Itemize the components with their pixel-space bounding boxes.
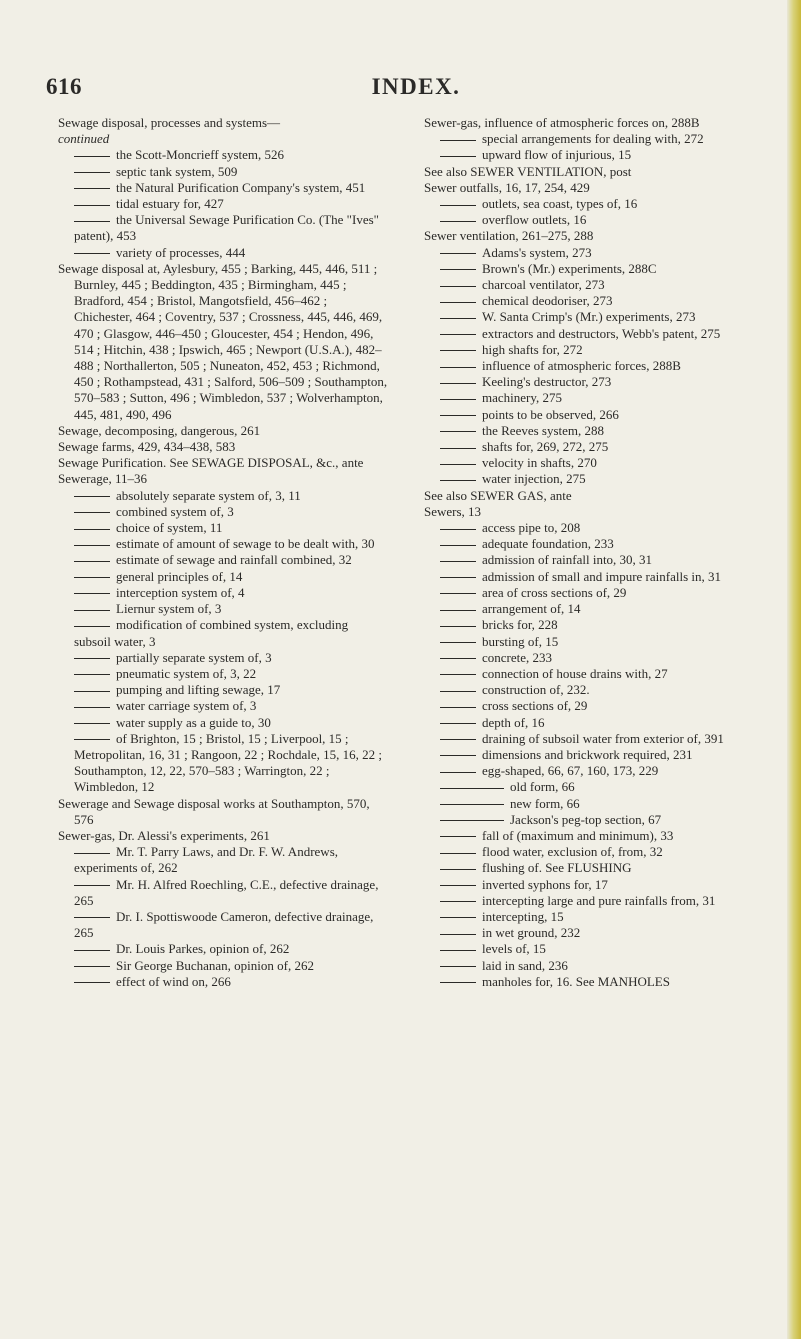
em-dash-rule [440, 140, 476, 141]
index-subentry [424, 326, 764, 342]
em-dash-rule [440, 853, 476, 854]
page-edge [787, 0, 801, 1339]
index-subentry [424, 666, 764, 682]
entry-text: Sewage Purification. See SEWAGE DISPOSAL, &c., ante [58, 455, 364, 471]
em-dash-rule [74, 561, 110, 562]
index-entry [58, 455, 388, 471]
em-dash-rule [440, 610, 476, 611]
index-entry [58, 796, 388, 828]
em-dash-rule [440, 480, 476, 481]
index-subentry [424, 828, 764, 844]
entry-text: depth of, 16 [482, 714, 545, 730]
index-subentry [58, 585, 388, 601]
double-dash-rule [440, 788, 504, 789]
index-subentry [58, 731, 388, 796]
index-subentry [58, 974, 388, 990]
em-dash-rule [440, 577, 476, 578]
index-subentry [58, 212, 388, 244]
entry-text: intercepting, 15 [482, 908, 564, 924]
entry-text: new form, 66 [510, 795, 580, 811]
em-dash-rule [440, 545, 476, 546]
index-subentry [424, 860, 764, 876]
entry-text: charcoal ventilator, 273 [482, 277, 605, 293]
index-subentry [58, 958, 388, 974]
entry-text: Sewer-gas, Dr. Alessi's experiments, 261 [58, 827, 270, 843]
entry-text: interception system of, 4 [116, 584, 245, 600]
em-dash-rule [440, 869, 476, 870]
em-dash-rule [440, 982, 476, 983]
index-subentry [58, 844, 388, 876]
entry-text: Jackson's peg-top section, 67 [510, 811, 662, 827]
index-subentry [58, 877, 388, 909]
entry-text: Dr. Louis Parkes, opinion of, 262 [116, 941, 290, 957]
em-dash-rule [440, 901, 476, 902]
entry-text: high shafts for, 272 [482, 341, 583, 357]
em-dash-rule [440, 691, 476, 692]
entry-text: influence of atmospheric forces, 288B [482, 358, 681, 374]
index-subentry [58, 941, 388, 957]
em-dash-rule [74, 577, 110, 578]
index-subentry [424, 698, 764, 714]
entry-text: flushing of. See FLUSHING [482, 860, 632, 876]
index-subentry [424, 309, 764, 325]
em-dash-rule [74, 172, 110, 173]
em-dash-rule [74, 156, 110, 157]
entry-text: absolutely separate system of, 3, 11 [116, 487, 301, 503]
em-dash-rule [440, 399, 476, 400]
index-subentry [58, 698, 388, 714]
entry-text: the Reeves system, 288 [482, 422, 605, 438]
entry-text: Liernur system of, 3 [116, 601, 222, 617]
entry-text: combined system of, 3 [116, 503, 234, 519]
index-subentry [424, 682, 764, 698]
em-dash-rule [440, 431, 476, 432]
entry-text: admission of rainfall into, 30, 31 [482, 552, 653, 568]
page-header [46, 74, 766, 104]
index-subentry [424, 374, 764, 390]
entry-text: overflow outlets, 16 [482, 212, 587, 228]
index-subentry [424, 601, 764, 617]
entry-text: septic tank system, 509 [116, 163, 238, 179]
entry-text: Dr. I. Spottiswoode Cameron, defective drainage, 265 [74, 908, 374, 941]
em-dash-rule [74, 512, 110, 513]
entry-text: See also SEWER GAS, ante [424, 487, 572, 503]
entry-text: the Universal Sewage Purification Co. (The "Ives" patent), 453 [74, 212, 379, 244]
index-subentry [424, 893, 764, 909]
em-dash-rule [440, 253, 476, 254]
em-dash-rule [74, 253, 110, 254]
entry-text: Keeling's destructor, 273 [482, 374, 612, 390]
index-subentry [424, 520, 764, 536]
em-dash-rule [74, 853, 110, 854]
entry-text: laid in sand, 236 [482, 957, 568, 973]
em-dash-rule [440, 658, 476, 659]
em-dash-rule [440, 966, 476, 967]
index-subentry [58, 617, 388, 649]
index-subentry [58, 909, 388, 941]
index-entry [58, 439, 388, 455]
index-entry [424, 504, 764, 520]
em-dash-rule [74, 885, 110, 886]
em-dash-rule [74, 188, 110, 189]
index-subentry [58, 147, 388, 163]
index-subentry [424, 925, 764, 941]
entry-text: construction of, 232. [482, 682, 590, 698]
entry-text: access pipe to, 208 [482, 520, 581, 536]
index-subentry [58, 245, 388, 261]
index-entry [58, 115, 388, 131]
entry-text: effect of wind on, 266 [116, 973, 231, 989]
index-subentry [424, 277, 764, 293]
em-dash-rule [440, 302, 476, 303]
index-subentry [424, 569, 764, 585]
index-subentry [424, 342, 764, 358]
index-subentry [58, 601, 388, 617]
em-dash-rule [74, 205, 110, 206]
em-dash-rule [440, 626, 476, 627]
entry-text: in wet ground, 232 [482, 925, 581, 941]
index-subentry [58, 682, 388, 698]
entry-text: intercepting large and pure rainfalls from, 31 [482, 892, 716, 908]
entry-text: egg-shaped, 66, 67, 160, 173, 229 [482, 763, 659, 779]
em-dash-rule [440, 415, 476, 416]
index-subentry [424, 196, 764, 212]
double-dash-rule [440, 820, 504, 821]
index-subentry [424, 407, 764, 423]
index-subentry [424, 617, 764, 633]
index-subentry [424, 715, 764, 731]
entry-text: estimate of amount of sewage to be dealt with, 30 [116, 536, 375, 552]
entry-text: flood water, exclusion of, from, 32 [482, 844, 663, 860]
em-dash-rule [440, 836, 476, 837]
entry-text: the Natural Purification Company's system, 451 [116, 179, 366, 195]
index-subentry [58, 552, 388, 568]
entry-text: partially separate system of, 3 [116, 649, 272, 665]
index-subentry [424, 731, 764, 747]
entry-text: chemical deodoriser, 273 [482, 293, 613, 309]
index-entry [58, 828, 388, 844]
entry-text: machinery, 275 [482, 390, 563, 406]
em-dash-rule [74, 545, 110, 546]
em-dash-rule [440, 950, 476, 951]
em-dash-rule [74, 917, 110, 918]
em-dash-rule [74, 982, 110, 983]
em-dash-rule [440, 755, 476, 756]
entry-text: manholes for, 16. See MANHOLES [482, 973, 670, 989]
index-subentry [58, 164, 388, 180]
entry-text: cross sections of, 29 [482, 698, 588, 714]
index-subentry [424, 147, 764, 163]
entry-text: continued [58, 131, 110, 147]
running-head: INDEX. [371, 74, 461, 99]
index-subentry [424, 763, 764, 779]
index-subentry [58, 520, 388, 536]
entry-text: connection of house drains with, 27 [482, 665, 668, 681]
entry-text: Sewage disposal, processes and systems— [58, 115, 281, 130]
index-subentry [58, 196, 388, 212]
entry-text: extractors and destructors, Webb's patent, 275 [482, 325, 721, 341]
em-dash-rule [74, 739, 110, 740]
entry-text: admission of small and impure rainfalls in, 31 [482, 568, 722, 584]
em-dash-rule [440, 156, 476, 157]
entry-text: Mr. H. Alfred Roechling, C.E., defective drainage, 265 [74, 876, 379, 908]
em-dash-rule [440, 772, 476, 773]
index-subentry [424, 844, 764, 860]
entry-text: Sir George Buchanan, opinion of, 262 [116, 957, 314, 973]
entry-text: choice of system, 11 [116, 520, 223, 536]
em-dash-rule [74, 593, 110, 594]
index-subentry [424, 909, 764, 925]
em-dash-rule [440, 707, 476, 708]
entry-text: Sewage, decomposing, dangerous, 261 [58, 422, 261, 438]
index-subentry [58, 504, 388, 520]
em-dash-rule [440, 885, 476, 886]
double-dash-rule [440, 804, 504, 805]
index-subentry [424, 245, 764, 261]
entry-text: adequate foundation, 233 [482, 536, 614, 552]
em-dash-rule [440, 561, 476, 562]
em-dash-rule [440, 917, 476, 918]
entry-text: pneumatic system of, 3, 22 [116, 665, 257, 681]
index-subentry [424, 293, 764, 309]
entry-text: inverted syphons for, 17 [482, 876, 608, 892]
em-dash-rule [74, 674, 110, 675]
entry-text: levels of, 15 [482, 941, 546, 957]
entry-text: points to be observed, 266 [482, 406, 619, 422]
em-dash-rule [440, 269, 476, 270]
index-entry [58, 471, 388, 487]
index-subentry [424, 455, 764, 471]
index-subentry [424, 552, 764, 568]
entry-text: Sewers, 13 [424, 503, 482, 519]
index-subentry [424, 650, 764, 666]
em-dash-rule [74, 221, 110, 222]
entry-text: Sewage disposal at, Aylesbury, 455 ; Barking, 445, 446, 511 ; Burnley, 445 ; Beddington, 435 ; Birmingham, 445 ; Bradford, 454 ; Bristol, Mangotsfield, 456–462 ; Chichester, 464 ; Coventry, 537 ; Crossness, 445, 446, 469, 470 ; Glasgow, 446–450 ; Gloucester, 454 ; Hendon, 496, 514 ; Hitchin, 438 ; Ipswich, 465 ; Newport (U.S.A.), 482–488 ; Northallerton, 505 ; Nuneaton, 452, 453 ; Richmond, 450 ; Rothampstead, 431 ; Salford, 506–509 ; Southampton, 570–583 ; Sutton, 496 ; Wimbledon, 537 ; Wolverhampton, 445, 481, 490, 496 [58, 260, 388, 422]
entry-text: general principles of, 14 [116, 568, 243, 584]
entry-text: special arrangements for dealing with, 272 [482, 131, 704, 147]
index-subentry [424, 812, 764, 828]
entry-text: Sewer ventilation, 261–275, 288 [424, 228, 594, 244]
index-entry [424, 164, 764, 180]
index-subentry [424, 974, 764, 990]
em-dash-rule [74, 691, 110, 692]
index-entry [424, 180, 764, 196]
index-subentry [424, 390, 764, 406]
index-subentry [424, 536, 764, 552]
index-subentry [58, 666, 388, 682]
index-subentry [424, 358, 764, 374]
em-dash-rule [74, 610, 110, 611]
entry-text: Brown's (Mr.) experiments, 288C [482, 260, 657, 276]
entry-text: shafts for, 269, 272, 275 [482, 439, 609, 455]
entry-text: fall of (maximum and minimum), 33 [482, 827, 674, 843]
entry-text: area of cross sections of, 29 [482, 584, 627, 600]
index-subentry [58, 569, 388, 585]
entry-text: Mr. T. Parry Laws, and Dr. F. W. Andrews, experiments of, 262 [74, 844, 338, 876]
em-dash-rule [74, 658, 110, 659]
index-subentry [424, 634, 764, 650]
em-dash-rule [440, 529, 476, 530]
entry-text: the Scott-Moncrieff system, 526 [116, 147, 285, 163]
entry-text: old form, 66 [510, 779, 575, 795]
entry-text: draining of subsoil water from exterior of, 391 [482, 730, 724, 746]
entry-text: Adams's system, 273 [482, 244, 592, 260]
index-column-left [58, 115, 388, 990]
index-entry [58, 131, 388, 147]
entry-text: Sewage farms, 429, 434–438, 583 [58, 439, 236, 455]
index-subentry [424, 471, 764, 487]
index-entry [424, 488, 764, 504]
entry-text: upward flow of injurious, 15 [482, 147, 632, 163]
entry-text: bursting of, 15 [482, 633, 559, 649]
em-dash-rule [440, 383, 476, 384]
em-dash-rule [74, 496, 110, 497]
index-subentry [424, 131, 764, 147]
entry-text: concrete, 233 [482, 649, 553, 665]
index-subentry [424, 747, 764, 763]
em-dash-rule [440, 367, 476, 368]
index-subentry [58, 715, 388, 731]
entry-text: water carriage system of, 3 [116, 698, 257, 714]
index-subentry [424, 877, 764, 893]
index-subentry [424, 779, 764, 795]
em-dash-rule [74, 950, 110, 951]
em-dash-rule [74, 707, 110, 708]
entry-text: outlets, sea coast, types of, 16 [482, 196, 638, 212]
em-dash-rule [440, 464, 476, 465]
index-subentry [58, 180, 388, 196]
index-entry [58, 261, 388, 423]
index-subentry [424, 212, 764, 228]
em-dash-rule [74, 626, 110, 627]
em-dash-rule [440, 205, 476, 206]
index-subentry [58, 488, 388, 504]
entry-text: Sewerage, 11–36 [58, 471, 148, 487]
entry-text: W. Santa Crimp's (Mr.) experiments, 273 [482, 309, 696, 325]
entry-text: modification of combined system, excluding subsoil water, 3 [74, 617, 349, 649]
entry-text: water supply as a guide to, 30 [116, 714, 271, 730]
em-dash-rule [440, 318, 476, 319]
entry-text: arrangement of, 14 [482, 601, 581, 617]
em-dash-rule [440, 642, 476, 643]
index-entry [424, 115, 764, 131]
entry-text: water injection, 275 [482, 471, 586, 487]
index-subentry [424, 423, 764, 439]
entry-text: Sewer-gas, influence of atmospheric forces on, 288B [424, 115, 700, 130]
em-dash-rule [440, 739, 476, 740]
entry-text: velocity in shafts, 270 [482, 455, 597, 471]
index-entry [58, 423, 388, 439]
em-dash-rule [440, 674, 476, 675]
index-entry [424, 228, 764, 244]
index-subentry [424, 585, 764, 601]
em-dash-rule [440, 448, 476, 449]
index-subentry [424, 958, 764, 974]
index-subentry [58, 650, 388, 666]
entry-text: of Brighton, 15 ; Bristol, 15 ; Liverpool, 15 ; Metropolitan, 16, 31 ; Rangoon, 22 ; Rochdale, 15, 16, 22 ; Southampton, 12, 22, 570–583 ; Warrington, 22 ; Wimbledon, 12 [74, 730, 382, 795]
entry-text: estimate of sewage and rainfall combined, 32 [116, 552, 352, 568]
entry-text: See also SEWER VENTILATION, post [424, 163, 632, 179]
entry-text: dimensions and brickwork required, 231 [482, 746, 693, 762]
entry-text: tidal estuary for, 427 [116, 196, 224, 212]
em-dash-rule [440, 286, 476, 287]
em-dash-rule [440, 723, 476, 724]
index-subentry [58, 536, 388, 552]
em-dash-rule [440, 350, 476, 351]
entry-text: variety of processes, 444 [116, 244, 246, 260]
em-dash-rule [74, 529, 110, 530]
entry-text: Sewer outfalls, 16, 17, 254, 429 [424, 179, 590, 195]
em-dash-rule [74, 723, 110, 724]
em-dash-rule [440, 334, 476, 335]
em-dash-rule [440, 934, 476, 935]
index-subentry [424, 941, 764, 957]
page-number: 616 [46, 74, 82, 99]
index-subentry [424, 261, 764, 277]
em-dash-rule [74, 966, 110, 967]
em-dash-rule [440, 593, 476, 594]
index-subentry [424, 439, 764, 455]
entry-text: Sewerage and Sewage disposal works at Southampton, 570, 576 [58, 795, 370, 827]
entry-text: pumping and lifting sewage, 17 [116, 682, 281, 698]
index-subentry [424, 796, 764, 812]
em-dash-rule [440, 221, 476, 222]
entry-text: bricks for, 228 [482, 617, 558, 633]
index-column-right [424, 115, 764, 990]
